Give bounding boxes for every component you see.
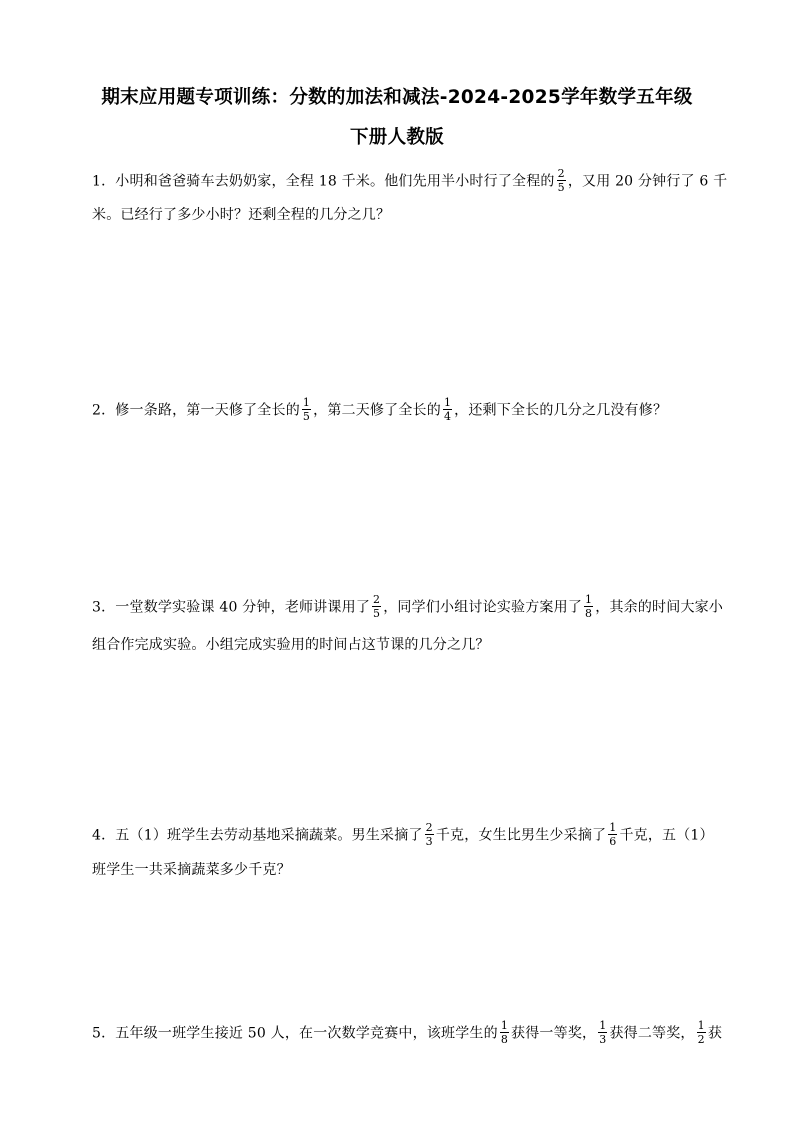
problem-1-line-2: 米。已经行了多少小时？还剩全程的几分之几？ (92, 207, 391, 223)
fraction: $\frac{1}{8}$ (585, 593, 593, 620)
fraction: $\frac{1}{3}$ (599, 1019, 607, 1046)
fraction: $\frac{1}{4}$ (443, 396, 452, 423)
problem-3-line-2: 组合作完成实验。小组完成实验用的时间占这节课的几分之几？ (92, 637, 490, 653)
problem-4-line-2: 班学生一共采摘蔬菜多少千克？ (92, 862, 291, 878)
fraction: $\frac{2}{5}$ (373, 593, 381, 620)
problem-5-line-1: 5．五年级一班学生接近 50 人，在一次数学竞赛中，该班学生的 $\frac{1}{8}$ 获得一等奖， $\frac{1}{3}$ 获得二等奖， $\frac{1}{2}$ 获 (92, 1019, 723, 1046)
problem-3-line-1: 3．一堂数学实验课 40 分钟，老师讲课用了 $\frac{2}{5}$ ，同学们小组讨论实验方案用了 $\frac{1}{8}$ ，其余的时间大家小 (92, 593, 724, 620)
fraction: $\frac{2}{3}$ (425, 821, 433, 848)
fraction: $\frac{1}{5}$ (302, 396, 311, 423)
document-title-line-1: 期末应用题专项训练：分数的加法和减法-2024-2025学年数学五年级 (101, 87, 693, 108)
document-title-line-2: 下册人教版 (349, 127, 444, 148)
fraction: $\frac{1}{6}$ (609, 821, 617, 848)
fraction: $\frac{1}{8}$ (500, 1019, 509, 1046)
problem-4-line-1: 4．五（1）班学生去劳动基地采摘蔬菜。男生采摘了 $\frac{2}{3}$ 千克，女生比男生少采摘了 $\frac{1}{6}$ 千克，五（1） (92, 821, 714, 848)
problem-2-line-1: 2．修一条路，第一天修了全长的 $\frac{1}{5}$ ，第二天修了全长的 $\frac{1}{4}$ ，还剩下全长的几分之几没有修？ (92, 396, 668, 423)
fraction: $\frac{1}{2}$ (697, 1019, 705, 1046)
fraction: $\frac{2}{5}$ (557, 167, 565, 194)
problem-1-line-1: 1．小明和爸爸骑车去奶奶家，全程 18 千米。他们先用半小时行了全程的 $\frac{2}{5}$ ，又用 20 分钟行了 6 千 (92, 167, 728, 194)
